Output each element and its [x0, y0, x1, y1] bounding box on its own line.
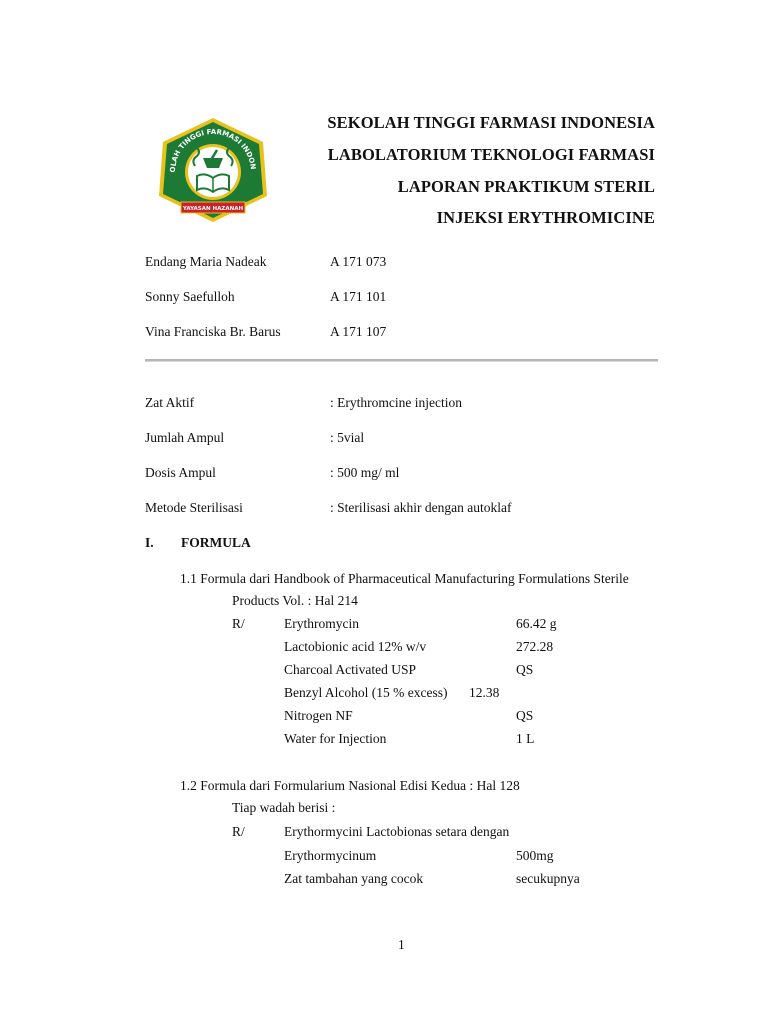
school-logo [155, 116, 271, 224]
ingredient-amount: 1 L [516, 731, 535, 746]
detail-label: Dosis Ampul [145, 465, 216, 480]
section-number: I. [145, 535, 154, 550]
recipe-prefix: R/ [232, 824, 245, 839]
author-name: Vina Franciska Br. Barus [145, 324, 281, 339]
svg-text:SEKOLAH TINGGI FARMASI INDONES: OLAH TINGGI FARMASI INDON [168, 127, 257, 173]
ingredient-amount: QS [516, 662, 534, 677]
detail-value: : Sterilisasi akhir dengan autoklaf [330, 500, 512, 515]
ingredient-amount: 272.28 [516, 639, 554, 654]
page-number: 1 [398, 937, 405, 952]
ingredient-amount: QS [516, 708, 534, 723]
ingredient-amount: 12.38 [469, 685, 500, 700]
ingredient-name: Lactobionic acid 12% w/v [284, 639, 427, 654]
header-subject: INJEKSI ERYTHROMICINE [436, 208, 655, 227]
detail-label: Jumlah Ampul [145, 430, 225, 445]
formula2-intro: Tiap wadah berisi : [232, 800, 336, 815]
ingredient-name: Nitrogen NF [284, 708, 353, 723]
ingredient-name: Water for Injection [284, 731, 387, 746]
horizontal-divider [145, 359, 658, 362]
ingredient-name: Zat tambahan yang cocok [284, 871, 424, 886]
ingredient-name: Charcoal Activated USP [284, 662, 416, 677]
formula1-title: 1.1 Formula dari Handbook of Pharmaceutical Manufacturing Formulations Sterile [180, 571, 629, 586]
detail-label: Metode Sterilisasi [145, 500, 243, 515]
ingredient-amount: 500mg [516, 848, 554, 863]
author-id: A 171 107 [330, 324, 387, 339]
ingredient-name: Erythormycinum [284, 848, 377, 863]
detail-label: Zat Aktif [145, 395, 195, 410]
author-id: A 171 073 [330, 254, 387, 269]
header-report-title: LAPORAN PRAKTIKUM STERIL [397, 177, 655, 196]
header-lab-name: LABOLATORIUM TEKNOLOGI FARMASI [327, 145, 655, 164]
ingredient-amount: secukupnya [516, 871, 580, 886]
detail-value: : 5vial [330, 430, 365, 445]
author-name: Endang Maria Nadeak [145, 254, 267, 269]
formula1-title-cont: Products Vol. : Hal 214 [232, 593, 358, 608]
ingredient-amount: 66.42 g [516, 616, 557, 631]
svg-text:YAYASAN HAZANAH: YAYASAN HAZANAH [182, 206, 244, 212]
header-school-name: SEKOLAH TINGGI FARMASI INDONESIA [327, 113, 655, 132]
detail-value: : 500 mg/ ml [330, 465, 400, 480]
author-name: Sonny Saefulloh [145, 289, 235, 304]
detail-value: : Erythromcine injection [330, 395, 462, 410]
ingredient-name: Erythromycin [284, 616, 359, 631]
recipe-prefix: R/ [232, 616, 245, 631]
formula2-title: 1.2 Formula dari Formularium Nasional Edisi Kedua : Hal 128 [180, 778, 520, 793]
author-id: A 171 101 [330, 289, 387, 304]
ingredient-name: Benzyl Alcohol (15 % excess) [284, 685, 448, 700]
section-title: FORMULA [181, 535, 251, 550]
formula2-first-line: Erythormycini Lactobionas setara dengan [284, 824, 510, 839]
